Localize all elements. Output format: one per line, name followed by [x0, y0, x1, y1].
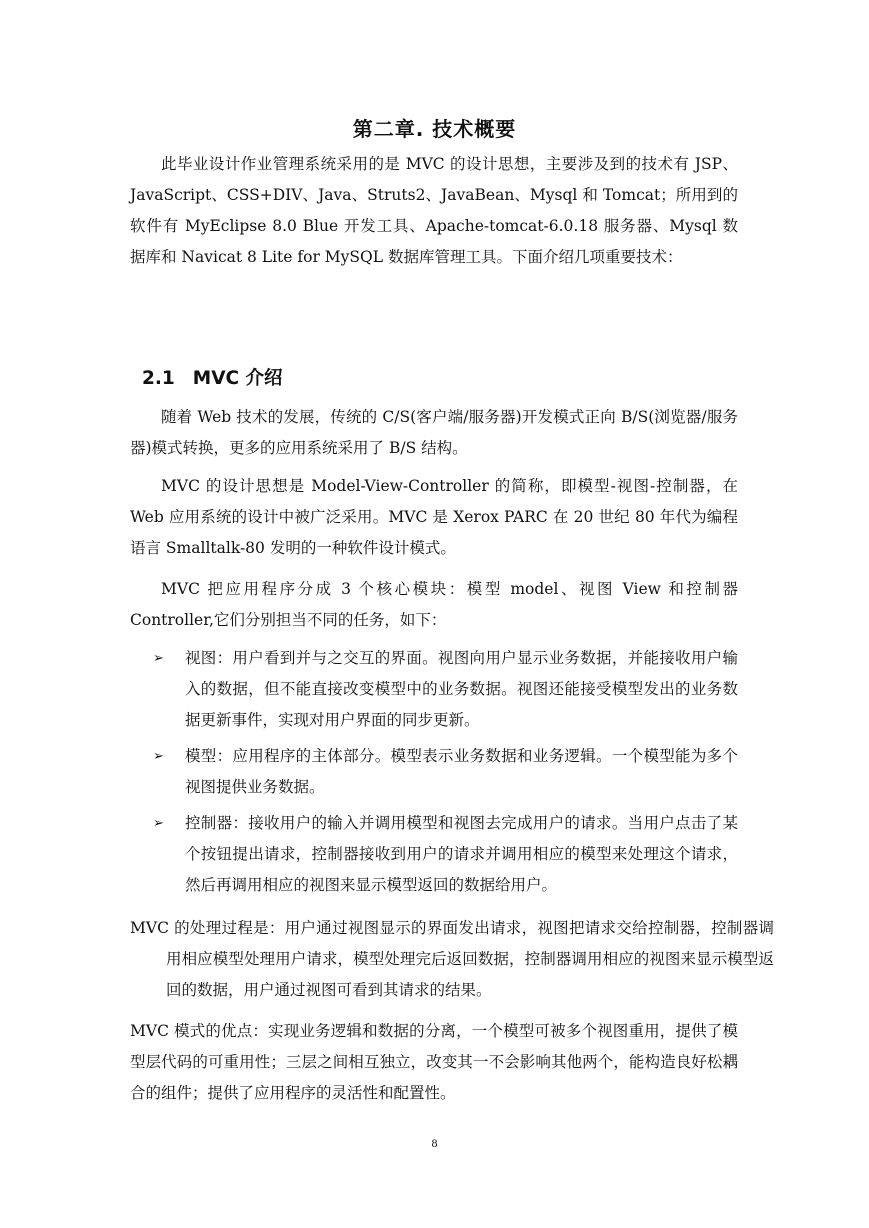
arrow-bullet-icon: ➢ — [153, 816, 164, 831]
list-item-text: 控制器：接收用户的输入并调用模型和视图去完成用户的请求。当用户点击了某个按钮提出请求，控制器接收到用户的请求并调用相应的模型来处理这个请求，然后再调用相应的视图来显示模型返回的数据给用户。 — [185, 814, 738, 894]
paragraph-mvc-modules: MVC 把应用程序分成 3 个核心模块：模型 model、视图 View 和控制器 Controller,它们分别担当不同的任务，如下： — [130, 580, 738, 629]
list-item-controller — [130, 808, 738, 901]
mvc-component-list — [130, 643, 738, 906]
list-item-text: 模型：应用程序的主体部分。模型表示业务数据和业务逻辑。一个模型能为多个视图提供业务数据。 — [185, 747, 738, 796]
section-heading — [142, 364, 283, 394]
paragraph-mvc-advantages: MVC 模式的优点：实现业务逻辑和数据的分离，一个模型可被多个视图重用，提供了模型层代码的可重用性；三层之间相互独立，改变其一不会影响其他两个，能构造良好松耦合的组件；提供了应用程序的灵活性和配置性。 — [130, 1022, 738, 1102]
list-item-view — [130, 643, 738, 736]
chapter-title: 第二章. 技术概要 — [352, 117, 517, 141]
section-title: MVC 介绍 — [192, 368, 283, 389]
paragraph-mvc-definition: MVC 的设计思想是 Model-View-Controller 的简称，即模型-视图-控制器，在 Web 应用系统的设计中被广泛采用。MVC 是 Xerox PARC 在 20 世纪 80 年代为编程语言 Smalltalk-80 发明的一种软件设计模式。 — [130, 477, 738, 557]
section-number: 2.1 — [142, 368, 175, 389]
list-item-model — [130, 741, 738, 803]
arrow-bullet-icon: ➢ — [153, 749, 164, 764]
page-number: 8 — [431, 1136, 438, 1150]
intro-paragraph: 此毕业设计作业管理系统采用的是 MVC 的设计思想，主要涉及到的技术有 JSP、JavaScript、CSS+DIV、Java、Struts2、JavaBean、Mysql 和 Tomcat；所用到的软件有 MyEclipse 8.0 Blue 开发工具、Apache-tomcat-6.0.18 服务器、Mysql 数据库和 Navicat 8 Lite for MySQL 数据库管理工具。下面介绍几项重要技术： — [130, 155, 738, 266]
list-item-text: 视图：用户看到并与之交互的界面。视图向用户显示业务数据，并能接收用户输入的数据，但不能直接改变模型中的业务数据。视图还能接受模型发出的业务数据更新事件，实现对用户界面的同步更新。 — [185, 649, 738, 729]
paragraph-web-development: 随着 Web 技术的发展，传统的 C/S(客户端/服务器)开发模式正向 B/S(浏览器/服务器)模式转换，更多的应用系统采用了 B/S 结构。 — [130, 408, 738, 457]
paragraph-mvc-process: MVC 的处理过程是：用户通过视图显示的界面发出请求，视图把请求交给控制器，控制器调用相应模型处理用户请求，模型处理完后返回数据，控制器调用相应的视图来显示模型返回的数据，用户通过视图可看到其请求的结果。 — [130, 919, 774, 999]
arrow-bullet-icon: ➢ — [153, 651, 164, 666]
